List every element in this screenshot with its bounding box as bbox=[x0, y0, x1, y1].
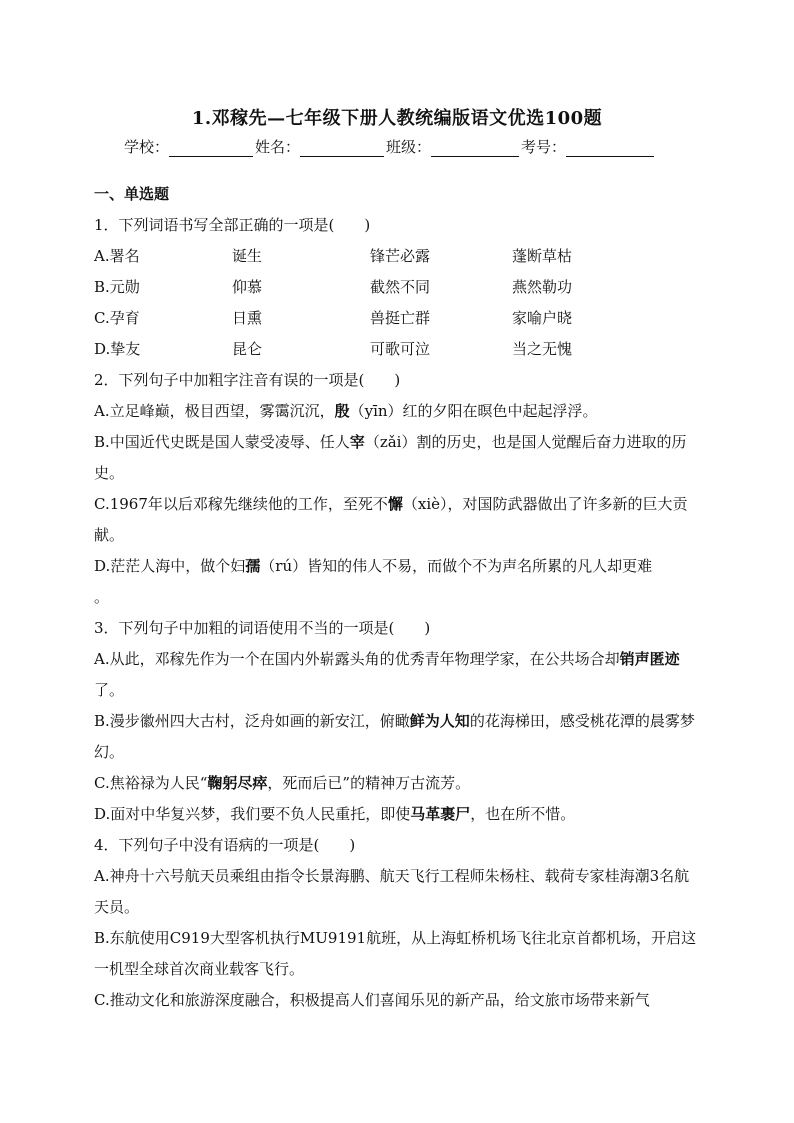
q2-d-text-1: D.茫茫人海中，做个妇 bbox=[94, 557, 246, 575]
student-info-row bbox=[124, 136, 684, 157]
q1-a-word-3: 锋芒必露 bbox=[370, 247, 431, 265]
school-label: 学校： bbox=[124, 138, 170, 156]
q3-c-bold: 鞠躬尽瘁 bbox=[207, 774, 268, 792]
q2-option-b bbox=[94, 427, 700, 489]
question-content bbox=[94, 179, 700, 1016]
question-2-stem: 2．下列句子中加粗字注音有误的一项是( ) bbox=[94, 371, 401, 389]
q1-d-word-2: 昆仑 bbox=[232, 340, 263, 358]
q1-a-word-4: 蓬断草枯 bbox=[512, 247, 573, 265]
q1-a-word-2: 诞生 bbox=[232, 247, 263, 265]
q1-c-word-3: 兽挺亡群 bbox=[370, 309, 431, 327]
q3-option-a bbox=[94, 644, 700, 706]
q3-c-text-1: C.焦裕禄为人民“ bbox=[94, 774, 208, 792]
q2-option-c bbox=[94, 489, 700, 551]
q2-d-text-2: （rú）皆知的伟人不易，而做个不为声名所累的凡人却更难 bbox=[260, 557, 653, 575]
q1-d-word-3: 可歌可泣 bbox=[370, 340, 431, 358]
q3-a-text-2: 了。 bbox=[94, 681, 125, 699]
q1-b-word-3: 截然不同 bbox=[370, 278, 431, 296]
q3-d-text-2: ，也在所不惜。 bbox=[470, 805, 576, 823]
exam-no-blank bbox=[566, 140, 654, 157]
q3-b-text-2: 的花海梯田，感受桃花潭的晨雾梦幻。 bbox=[94, 712, 695, 761]
q2-d-bold: 孺 bbox=[245, 557, 261, 575]
q2-a-text-1: A.立足峰巅，极目西望，雾霭沉沉， bbox=[94, 402, 335, 420]
name-blank bbox=[300, 140, 384, 157]
q3-a-text-1: A.从此，邓稼先作为一个在国内外崭露头角的优秀青年物理学家，在公共场合却 bbox=[94, 650, 620, 668]
q3-option-c bbox=[94, 768, 700, 799]
q3-option-d bbox=[94, 799, 700, 830]
q2-b-text-1: B.中国近代史既是国人蒙受凌辱、任人 bbox=[94, 433, 350, 451]
question-3-stem: 3．下列句子中加粗的词语使用不当的一项是( ) bbox=[94, 619, 431, 637]
q1-option-a bbox=[94, 241, 700, 272]
q1-d-word-1: D.挚友 bbox=[94, 340, 141, 358]
q2-option-a bbox=[94, 396, 700, 427]
q1-option-d bbox=[94, 334, 700, 365]
q2-a-text-2: （yīn）红的夕阳在暝色中起起浮浮。 bbox=[349, 402, 598, 420]
q2-c-bold: 懈 bbox=[387, 495, 403, 513]
q1-d-word-4: 当之无愧 bbox=[512, 340, 573, 358]
q1-option-c bbox=[94, 303, 700, 334]
q2-b-bold: 宰 bbox=[349, 433, 365, 451]
q2-c-text-2: （xiè），对国防武器做出了许多新的巨大贡献。 bbox=[94, 495, 688, 544]
q1-b-word-4: 燕然勒功 bbox=[512, 278, 573, 296]
q3-d-bold: 马革裹尸 bbox=[410, 805, 471, 823]
q2-option-d bbox=[94, 551, 700, 613]
q1-option-b bbox=[94, 272, 700, 303]
q3-option-b bbox=[94, 706, 700, 768]
name-label: 姓名： bbox=[255, 138, 301, 156]
q1-b-word-2: 仰慕 bbox=[232, 278, 263, 296]
page-title: 1.邓稼先—七年级下册人教统编版语文优选100题 bbox=[191, 108, 603, 129]
q1-a-word-1: A.署名 bbox=[94, 247, 140, 265]
q3-d-text-1: D.面对中华复兴梦，我们要不负人民重托，即使 bbox=[94, 805, 411, 823]
q3-b-bold: 鲜为人知 bbox=[409, 712, 470, 730]
q4-option-a: A.神舟十六号航天员乘组由指令长景海鹏、航天飞行工程师朱杨柱、载荷专家桂海潮3名航天员。 bbox=[94, 867, 690, 916]
exam-no-label: 考号： bbox=[521, 138, 567, 156]
q2-d-text-3: 。 bbox=[94, 588, 110, 606]
q2-c-text-1: C.1967年以后邓稼先继续他的工作，至死不 bbox=[94, 495, 388, 513]
q1-b-word-1: B.元勋 bbox=[94, 278, 140, 296]
class-blank bbox=[431, 140, 519, 157]
q2-b-text-2: （zǎi）割的历史，也是国人觉醒后奋力进取的历史。 bbox=[94, 433, 687, 482]
class-label: 班级： bbox=[386, 138, 432, 156]
q3-c-text-2: ，死而后已”的精神万古流芳。 bbox=[267, 774, 471, 792]
question-4-stem: 4．下列句子中没有语病的一项是( ) bbox=[94, 836, 356, 854]
q3-b-text-1: B.漫步徽州四大古村，泛舟如画的新安江，俯瞰 bbox=[94, 712, 410, 730]
q2-a-bold: 殷 bbox=[334, 402, 350, 420]
school-blank bbox=[169, 140, 253, 157]
q3-a-bold: 销声匿迹 bbox=[619, 650, 680, 668]
q4-option-b: B.东航使用C919大型客机执行MU9191航班，从上海虹桥机场飞往北京首都机场，开启这一机型全球首次商业载客飞行。 bbox=[94, 929, 697, 978]
q1-c-word-4: 家喻户晓 bbox=[512, 309, 573, 327]
q4-option-c: C.推动文化和旅游深度融合，积极提高人们喜闻乐见的新产品，给文旅市场带来新气 bbox=[94, 991, 650, 1009]
question-1-stem: 1．下列词语书写全部正确的一项是( ) bbox=[94, 216, 371, 234]
q1-c-word-1: C.孕育 bbox=[94, 309, 140, 327]
section-heading: 一、单选题 bbox=[94, 185, 170, 203]
q1-c-word-2: 日熏 bbox=[232, 309, 263, 327]
